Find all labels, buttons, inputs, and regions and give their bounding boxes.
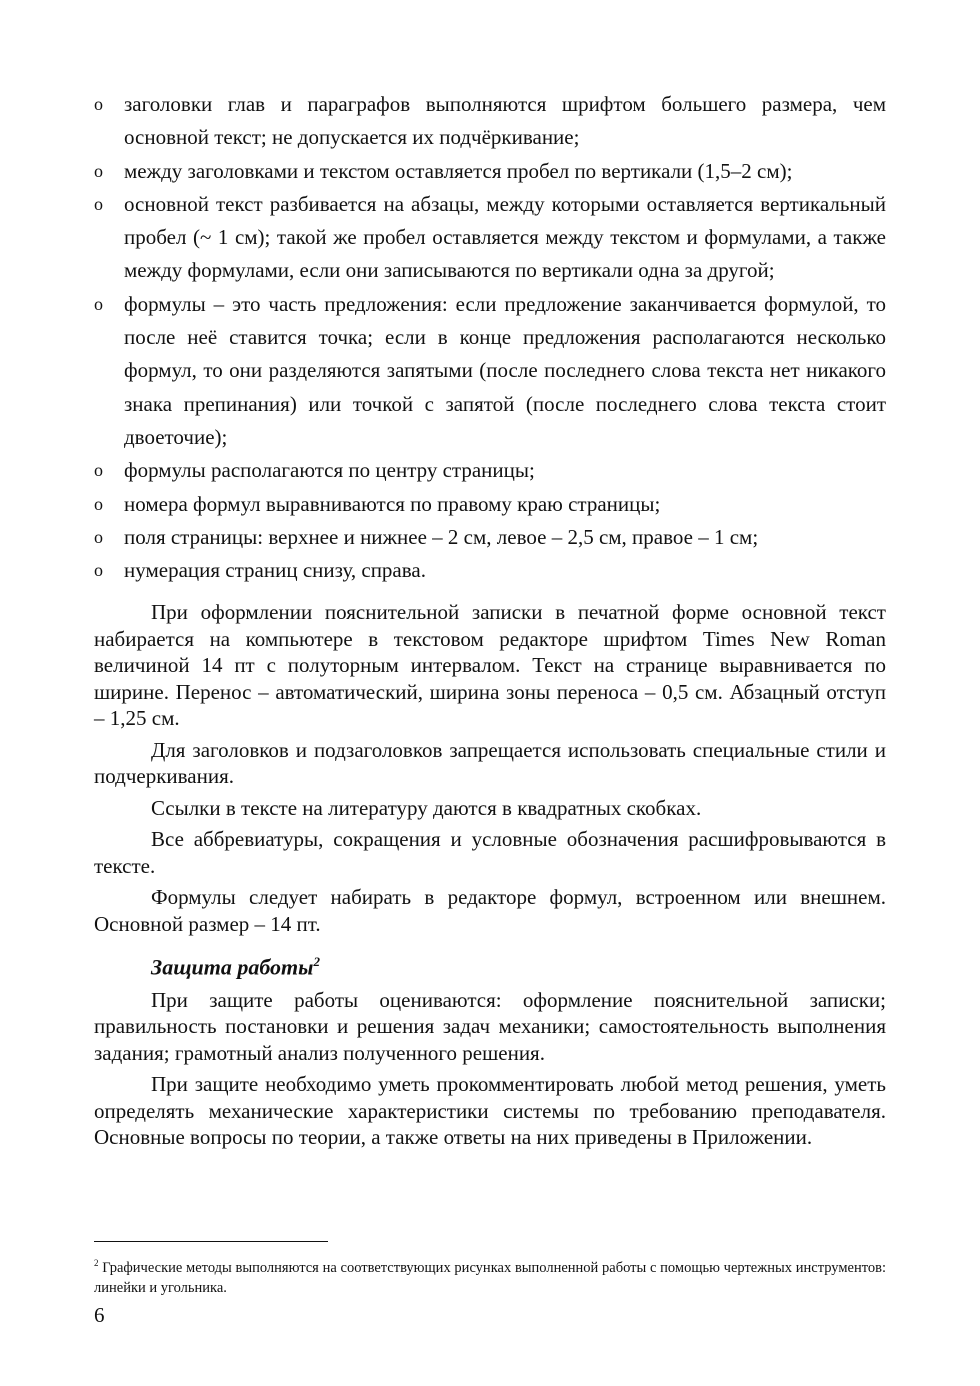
body-paragraph: При защите работы оцениваются: оформление пояснительной записки; правильность постановки и решения задач механики; самостоятельность выполнения задания; грамотный анализ полученного решения. (94, 987, 886, 1065)
list-item-text: формулы – это часть предложения: если предложение заканчивается формулой, то после неё ставится точка; если в конце предложения располагаются несколько формул, то они разделяются запятыми (после последнего слова текста нет никакого знака препинания) или точкой с запятой (после последнего слова текста стоит двоеточие); (124, 291, 886, 449)
footnote-divider (94, 1241, 328, 1242)
body-paragraph: Ссылки в тексте на литературу даются в квадратных скобках. (151, 795, 702, 820)
list-item (94, 521, 886, 554)
list-item-text: поля страницы: верхнее и нижнее – 2 см, левое – 2,5 см, правое – 1 см; (124, 524, 759, 549)
body-paragraph: Для заголовков и подзаголовков запрещается использовать специальные стили и подчеркивания. (94, 737, 886, 789)
list-item (94, 454, 886, 487)
list-item (94, 288, 886, 454)
formatting-rules-list (94, 88, 886, 587)
body-paragraph: При оформлении пояснительной записки в печатной форме основной текст набирается на компьютере в текстовом редакторе шрифтом Times New Roman величиной 14 пт с полуторным интервалом. Текст на странице выравнивается по ширине. Перенос – автоматический, ширина зоны переноса – 0,5 см. Абзацный отступ – 1,25 см. (94, 600, 886, 731)
bullet-marker-icon: o (94, 160, 103, 181)
bullet-marker-icon: o (94, 560, 103, 581)
list-item-text: основной текст разбивается на абзацы, между которыми оставляется вертикальный пробел (~ 1 см); такой же пробел оставляется между текстом и формулами, а также между формулами, если они записываются по вертикали одна за другой; (124, 191, 886, 283)
footnote-reference[interactable]: 2 (313, 954, 320, 970)
bullet-marker-icon: o (94, 493, 103, 514)
section-heading (94, 947, 886, 982)
list-item (94, 554, 886, 587)
bullet-marker-icon: o (94, 94, 103, 114)
bullet-marker-icon: o (94, 193, 103, 214)
list-item (94, 488, 886, 521)
bullet-marker-icon: o (94, 460, 103, 481)
list-item (94, 155, 886, 188)
footnote-text: Графические методы выполняются на соответствующих рисунках выполненной работы с помощью чертежных инструментов: линейки и угольника. (94, 1259, 886, 1296)
page-content (94, 88, 886, 1151)
list-item-text: нумерация страниц снизу, справа. (124, 558, 426, 583)
list-item-text: заголовки глав и параграфов выполняются шрифтом большего размера, чем основной текст; не допускается их подчёркивание; (124, 92, 886, 150)
section-heading-text: Защита работы (151, 954, 314, 980)
list-item (94, 188, 886, 288)
body-paragraph: Все аббревиатуры, сокращения и условные обозначения расшифровываются в тексте. (94, 827, 886, 878)
list-item-text: формулы располагаются по центру страницы; (124, 458, 535, 483)
list-item-text: между заголовками и текстом оставляется пробел по вертикали (1,5–2 см); (124, 158, 793, 183)
body-paragraph: При защите необходимо уметь прокомментировать любой метод решения, уметь определять механические характеристики системы по требованию преподавателя. Основные вопросы по теории, а также ответы на них приведены в Приложении. (94, 1072, 886, 1150)
footnote-number: 2 (94, 1258, 99, 1268)
page-number: 6 (94, 1303, 105, 1327)
bullet-marker-icon: o (94, 526, 103, 547)
body-paragraph: Формулы следует набирать в редакторе формул, встроенном или внешнем. Основной размер – 14 пт. (94, 885, 886, 936)
footnote (94, 1253, 886, 1298)
list-item (94, 88, 886, 155)
list-item-text: номера формул выравниваются по правому краю страницы; (124, 491, 661, 516)
bullet-marker-icon: o (94, 293, 103, 314)
